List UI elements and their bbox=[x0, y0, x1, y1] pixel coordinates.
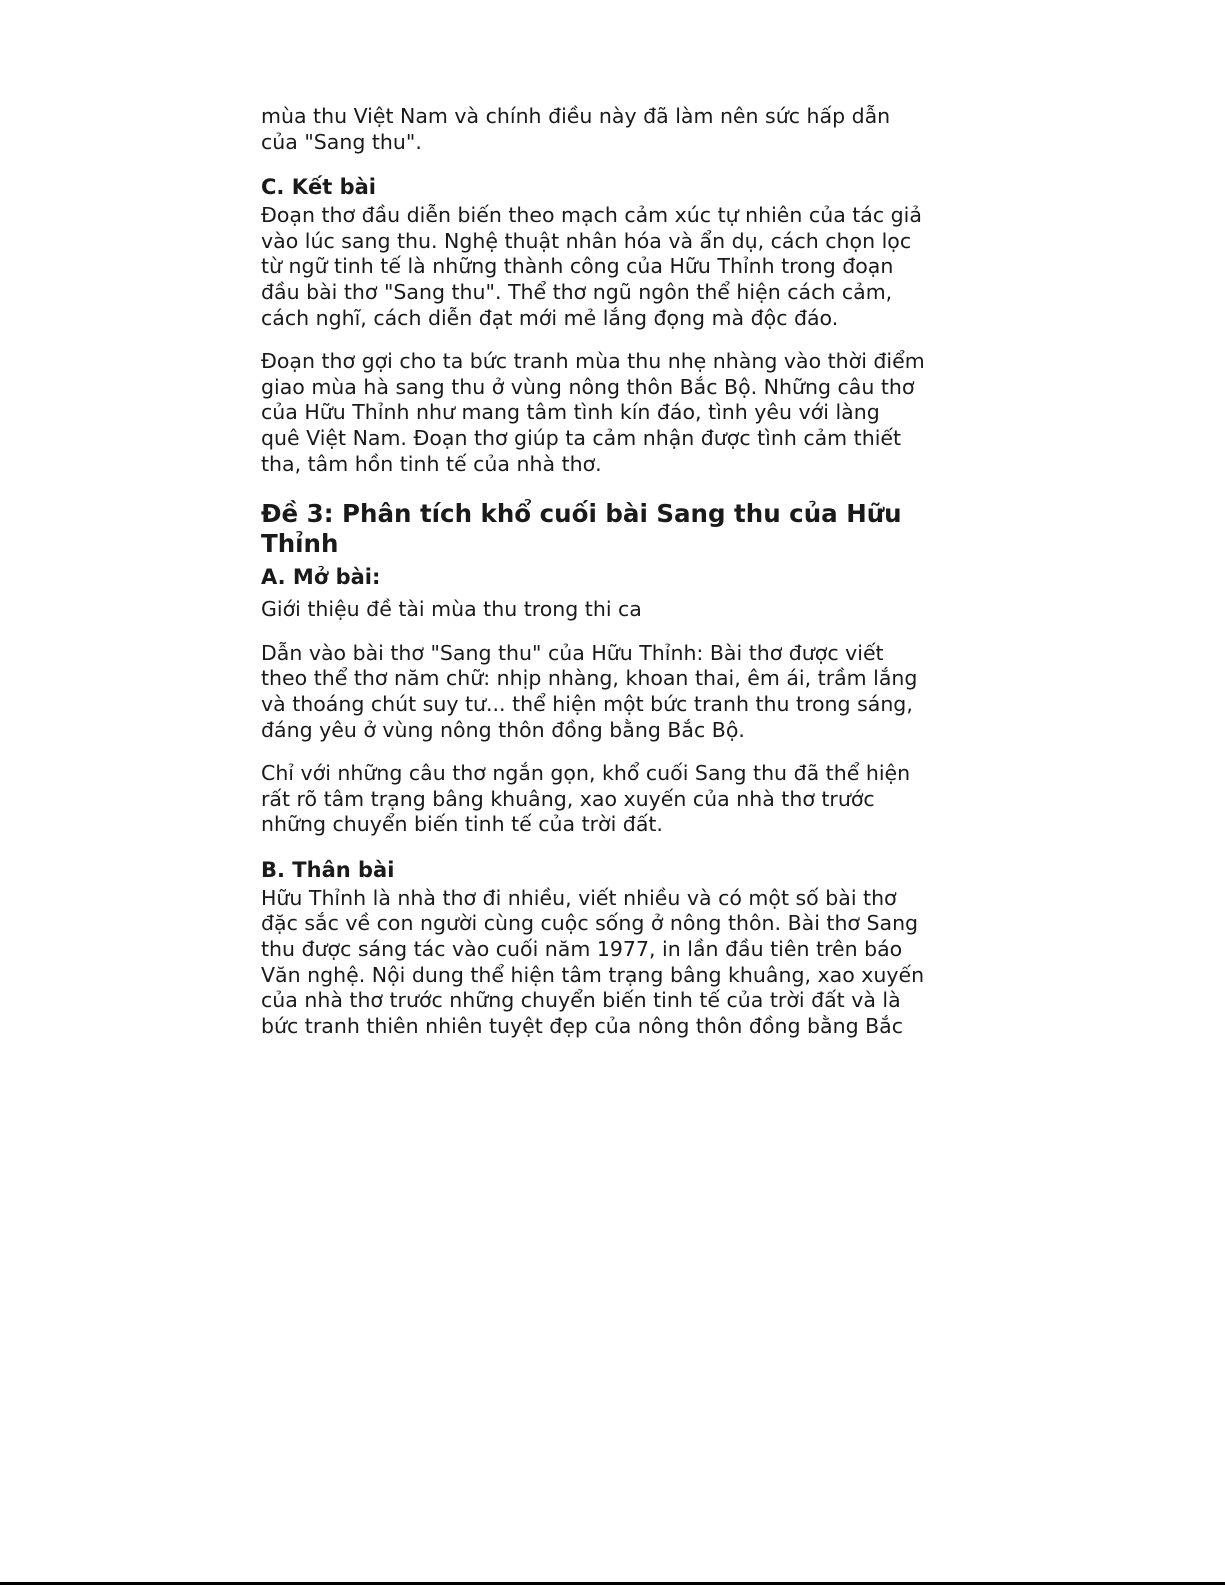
paragraph-mo-bai-1: Giới thiệu đề tài mùa thu trong thi ca bbox=[261, 597, 642, 622]
paragraph-intro-continuation: mùa thu Việt Nam và chính điều này đã làm nên sức hấp dẫn của "Sang thu". bbox=[261, 104, 891, 154]
paragraph-mo-bai-3: Chỉ với những câu thơ ngắn gọn, khổ cuối Sang thu đã thể hiện rất rõ tâm trạng bâng khuâng, xao xuyến của nhà thơ trước những chuyển biến tinh tế của trời đất. bbox=[261, 761, 911, 837]
document-body bbox=[261, 104, 961, 1057]
section-heading-mo-bai: A. Mở bài: bbox=[261, 565, 381, 590]
paragraph-ket-bai-2: Đoạn thơ gợi cho ta bức tranh mùa thu nhẹ nhàng vào thời điểm giao mùa hà sang thu ở vùng nông thôn Bắc Bộ. Những câu thơ của Hữu Thỉnh như mang tâm tình kín đáo, tình yêu với làng quê Việt Nam. Đoạn thơ giúp ta cảm nhận được tình cảm thiết tha, tâm hồn tinh tế của nhà thơ. bbox=[261, 349, 925, 476]
paragraph-than-bai-1: Hữu Thỉnh là nhà thơ đi nhiều, viết nhiều và có một số bài thơ đặc sắc về con người cùng cuộc sống ở nông thôn. Bài thơ Sang thu được sáng tác vào cuối năm 1977, in lần đầu tiên trên báo Văn nghệ. Nội dung thể hiện tâm trạng bâng khuâng, xao xuyến của nhà thơ trước những chuyển biến tinh tế của trời đất và là bức tranh thiên nhiên tuyệt đẹp của nông thôn đồng bằng Bắc bbox=[261, 885, 925, 1038]
paragraph-mo-bai-2: Dẫn vào bài thơ "Sang thu" của Hữu Thỉnh: Bài thơ được viết theo thể thơ năm chữ: nhịp nhàng, khoan thai, êm ái, trầm lắng và thoáng chút suy tư... thể hiện một bức tranh thu trong sáng, đáng yêu ở vùng nông thôn đồng bằng Bắc Bộ. bbox=[261, 640, 918, 742]
section-heading-ket-bai: C. Kết bài bbox=[261, 175, 376, 200]
topic-heading-de-3: Đề 3: Phân tích khổ cuối bài Sang thu của Hữu Thỉnh bbox=[261, 499, 902, 559]
paragraph-ket-bai-1: Đoạn thơ đầu diễn biến theo mạch cảm xúc tự nhiên của tác giả vào lúc sang thu. Nghệ thuật nhân hóa và ẩn dụ, cách chọn lọc từ ngữ tinh tế là những thành công của Hữu Thỉnh trong đoạn đầu bài thơ "Sang thu". Thể thơ ngũ ngôn thể hiện cách cảm, cách nghĩ, cách diễn đạt mới mẻ lắng đọng mà độc đáo. bbox=[261, 203, 922, 330]
section-heading-than-bai: B. Thân bài bbox=[261, 857, 395, 882]
